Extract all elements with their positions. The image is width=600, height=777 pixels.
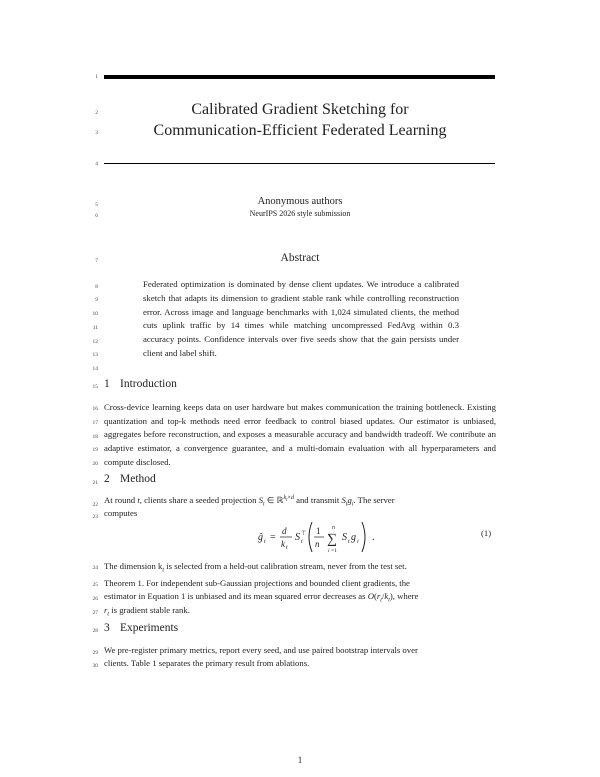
section-title: Introduction (120, 378, 177, 390)
paper-title-line-1: Calibrated Gradient Sketching for (191, 101, 409, 118)
line-number: 29 (92, 650, 98, 656)
svg-text:1: 1 (316, 526, 321, 536)
line-number: 23 (92, 514, 98, 520)
theorem-line-1: Theorem 1. For independent sub-Gaussian projections and bounded client gradients, the (104, 578, 410, 588)
text-fragment: At round (104, 495, 138, 505)
introduction-text: Cross-device learning keeps data on user hardware but makes communication the training bottleneck. Existing quantization and top-k methods need error feedback to control biased updates. Our estimator is unbiased, aggregates before reconstruction, and exposes a measurable accuracy and bandwidth tradeoff. We contribute an adaptive estimator, a convergence guarantee, and a multi-domain evaluation with all hyperparameters and compute disclosed. (104, 402, 496, 467)
experiments-line-1: We pre-register primary metrics, report every seed, and use paired bootstrap intervals over (104, 645, 418, 655)
line-number: 4 (95, 161, 98, 167)
section-number: 2 (104, 473, 110, 485)
svg-text:⊤: ⊤ (301, 531, 307, 537)
svg-text:g: g (351, 532, 356, 543)
svg-text:S: S (295, 532, 300, 543)
experiments-line-2: clients. Table 1 separates the primary result from ablations. (104, 658, 310, 668)
svg-text:d: d (282, 526, 287, 536)
abstract-text: Federated optimization is dominated by dense client updates. We introduce a calibrated sketch that adapts its dimension to gradient stable rank while controlling reconstruction error. Across image and language benchmarks with 1,024 simulated clients, the method cuts uplink traffic by 14 times while matching uncompressed FedAvg within 0.3 accuracy points. Confidence intervals over five seeds show that the gain persists under client and label shift. (143, 279, 459, 358)
svg-text:=: = (270, 532, 276, 543)
line-number: 11 (92, 325, 98, 331)
svg-text:t: t (264, 539, 266, 545)
line-number: 8 (95, 284, 98, 290)
theorem-line-2: estimator in Equation 1 is unbiased and its mean squared error decreases as $O(r_t/k_t)$, where (104, 591, 419, 604)
line-number: 10 (92, 311, 98, 317)
text-fragment: is selected from a held-out calibration stream, never from the test set. (164, 561, 407, 571)
section-title: Method (120, 473, 156, 485)
paper-title-line-2: Communication-Efficient Federated Learning (153, 122, 447, 139)
line-number: 18 (92, 434, 98, 440)
method-paragraph-line-1: At round t, clients share a seeded projection $S_t$ ∈ ℝ$^{k_t\times d}$ and transmit $S_tg_i$. The server (104, 495, 395, 508)
text-fragment: , where (392, 591, 419, 601)
line-number: 28 (92, 628, 98, 634)
svg-text:i: i (357, 539, 359, 545)
svg-text:ĝ: ĝ (258, 532, 263, 543)
text-fragment: is gradient stable rank. (109, 605, 190, 615)
title-bottom-rule (104, 163, 495, 164)
line-number: 1 (95, 74, 98, 80)
theorem-line-3: $r_t$ is gradient stable rank. (104, 605, 190, 618)
line-number: 12 (92, 339, 98, 345)
line-number: 20 (92, 461, 98, 467)
section-heading-introduction (104, 378, 177, 390)
line-number: 26 (92, 596, 98, 602)
line-number: 17 (92, 420, 98, 426)
svg-text:=1: =1 (331, 548, 337, 554)
line-number: 15 (92, 384, 98, 390)
line-number: 16 (92, 406, 98, 412)
svg-text:.: . (372, 532, 375, 543)
line-number: 30 (92, 663, 98, 669)
line-number: 19 (92, 447, 98, 453)
svg-text:k: k (281, 539, 285, 549)
svg-text:i: i (328, 548, 330, 554)
line-number: 5 (95, 202, 98, 208)
svg-text:n: n (332, 525, 335, 531)
section-heading-method (104, 473, 156, 485)
page-number: 1 (297, 755, 303, 765)
abstract-heading: Abstract (280, 252, 320, 264)
method-paragraph-line-2: computes (104, 508, 138, 518)
equation-1 (258, 516, 388, 558)
line-number: 9 (95, 297, 98, 303)
svg-text:t: t (348, 539, 350, 545)
svg-text:t: t (286, 545, 288, 551)
line-number: 3 (95, 130, 98, 136)
line-number: 14 (92, 366, 98, 372)
svg-text:∑: ∑ (327, 532, 337, 547)
authors: Anonymous authors (257, 196, 343, 207)
text-fragment: The dimension k (104, 561, 163, 571)
svg-text:t: t (301, 539, 303, 545)
line-number: 13 (92, 352, 98, 358)
section-heading-experiments (104, 622, 178, 634)
line-number: 7 (95, 258, 98, 264)
line-number: 27 (92, 610, 98, 616)
text-fragment: . The server (353, 495, 395, 505)
section-number: 1 (104, 378, 110, 390)
text-fragment: , clients share a seeded projection (139, 495, 259, 505)
line-number: 25 (92, 582, 98, 588)
text-fragment: and transmit (293, 495, 342, 505)
equation-number: (1) (481, 528, 492, 538)
text-fragment: estimator in Equation 1 is unbiased and its mean squared error decreases as (104, 591, 368, 601)
line-number: 22 (92, 502, 98, 508)
line-number: 21 (92, 480, 98, 486)
svg-text:S: S (342, 532, 347, 543)
method-calibration-line: The dimension $k_t$ is selected from a held-out calibration stream, never from the test set. (104, 561, 407, 574)
svg-text:n: n (315, 539, 320, 549)
section-number: 3 (104, 622, 110, 634)
title-top-rule (104, 75, 495, 79)
section-title: Experiments (120, 622, 179, 634)
line-number: 24 (92, 565, 98, 571)
line-number: 6 (95, 213, 98, 219)
venue: NeurIPS 2026 style submission (249, 209, 351, 218)
line-number: 2 (95, 110, 98, 116)
